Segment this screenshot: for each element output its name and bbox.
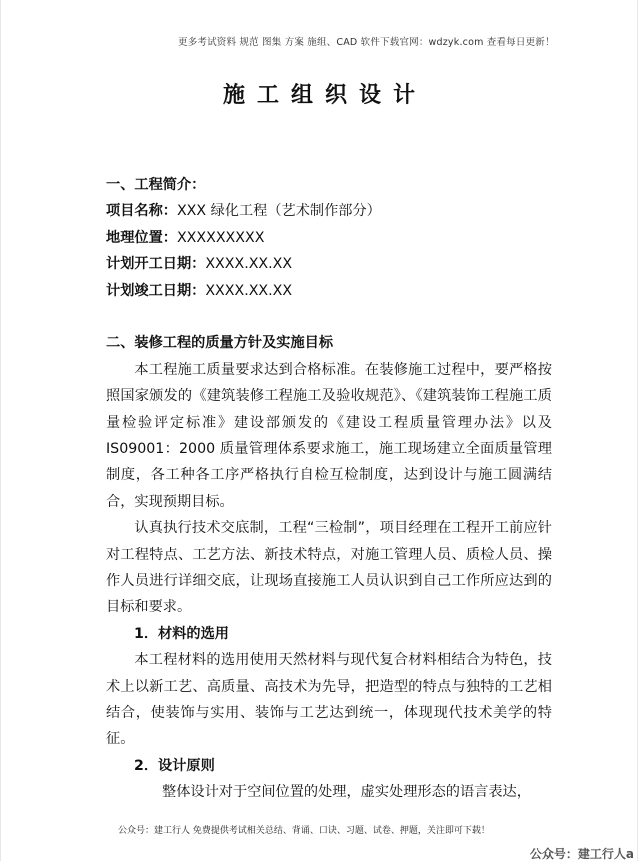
watermark: 公众号：建工行人a bbox=[529, 847, 634, 861]
project-name-label: 项目名称： bbox=[106, 203, 177, 220]
section-spacer bbox=[106, 304, 552, 330]
header-note: 更多考试资料 规范 图集 方案 施组、CAD 软件下载官网：wdzyk.com 查看每日更新！ bbox=[178, 37, 555, 48]
start-date-row bbox=[106, 251, 552, 277]
design-principles-paragraph: 整体设计对于空间位置的处理，虚实处理形态的语言表达， bbox=[162, 784, 531, 801]
project-name-row bbox=[106, 198, 552, 224]
start-date-label: 计划开工日期： bbox=[106, 256, 206, 273]
section-heading-overview: 一、工程简介： bbox=[106, 177, 206, 193]
document-title: 施工组织设计 bbox=[222, 83, 427, 108]
footer-note: 公众号：建工行人 免费提供考试相关总结、背诵、口诀、习题、试卷、押题，关注即可下载！ bbox=[118, 826, 490, 836]
start-date-value: XXXX.XX.XX bbox=[205, 256, 293, 273]
section-heading-quality: 二、装修工程的质量方针及实施目标 bbox=[106, 335, 334, 352]
end-date-label: 计划竣工日期： bbox=[106, 282, 206, 299]
quality-paragraph-1: 本工程施工质量要求达到合格标准。在装修施工过程中，要严格按照国家颁发的《建筑装修工程施工及验收规范》、《建筑装饰工程施工质量检验评定标准》建设部颁发的《建设工程质量管理办法》以及 IS09001：2000 质量管理体系要求施工，施工现场建立全面质量管理制度，各工种各工序严格执行自检互检制度，达到设计与施工圆满结合，实现预期目标。 bbox=[106, 361, 552, 510]
location-label: 地理位置： bbox=[106, 229, 177, 246]
subheading-materials: 1．材料的选用 bbox=[134, 625, 229, 642]
end-date-row bbox=[106, 278, 552, 304]
materials-paragraph: 本工程材料的选用使用天然材料与现代复合材料相结合为特色，技术上以新工艺、高质量、高技术为先导，把造型的特点与独特的工艺相结合，使装饰与实用、装饰与工艺达到统一，体现现代技术美学的特征。 bbox=[106, 652, 552, 748]
document-body bbox=[106, 172, 552, 806]
quality-paragraph-2: 认真执行技术交底制，工程“三检制”，项目经理在工程开工前应针对工程特点、工艺方法、新技术特点，对施工管理人员、质检人员、操作人员进行详细交底，让现场直接施工人员认识到自己工作所应达到的目标和要求。 bbox=[106, 520, 552, 616]
project-name-value: XXX 绿化工程（艺术制作部分） bbox=[176, 203, 381, 220]
subheading-design-principles: 2．设计原则 bbox=[134, 757, 215, 774]
end-date-value: XXXX.XX.XX bbox=[205, 282, 293, 299]
location-row bbox=[106, 225, 552, 251]
location-value: XXXXXXXXX bbox=[176, 229, 265, 246]
